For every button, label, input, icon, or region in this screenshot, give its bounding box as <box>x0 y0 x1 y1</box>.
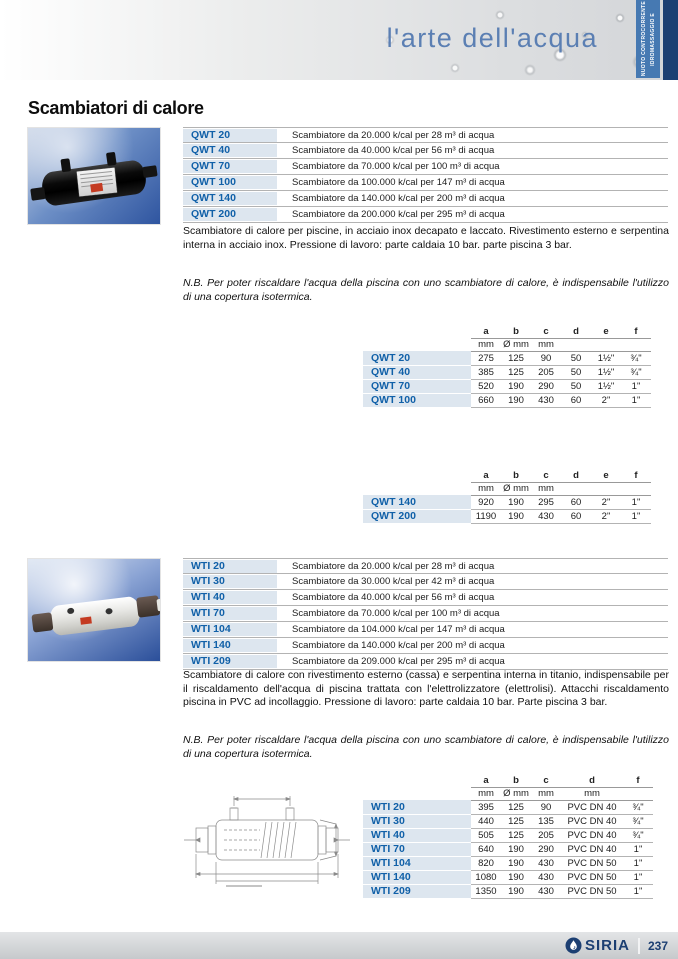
dim-col-header: b <box>501 325 531 338</box>
dim-row <box>363 870 653 884</box>
qwt-note: N.B. Per poter riscaldare l'acqua della piscina con uno scambiatore di calore, è indispensabile l'utilizzo di una copertura isotermica. <box>183 277 669 303</box>
dim-value: PVC DN 40 <box>561 800 623 814</box>
dim-value: 430 <box>531 870 561 884</box>
dim-value: 190 <box>501 495 531 509</box>
model-name: WTI 209 <box>363 884 471 898</box>
dim-value: ¾" <box>623 800 653 814</box>
side-tab-line2: NUOTO CONTROCORRENTE <box>640 1 647 77</box>
dim-value: 125 <box>501 800 531 814</box>
dim-value: 135 <box>531 814 561 828</box>
dim-value: 1" <box>623 884 653 898</box>
dim-row <box>363 828 653 842</box>
dim-row <box>363 393 651 407</box>
dim-unit: mm <box>531 482 561 495</box>
model-description: Scambiatore da 104.000 k/cal per 147 m³ di acqua <box>292 624 505 635</box>
dim-value: 1" <box>621 379 651 393</box>
model-description: Scambiatore da 100.000 k/cal per 147 m³ di acqua <box>292 177 505 188</box>
dim-unit: mm <box>471 482 501 495</box>
dim-value: 1080 <box>471 870 501 884</box>
model-description: Scambiatore da 20.000 k/cal per 28 m³ di acqua <box>292 560 495 572</box>
dim-value: 190 <box>501 870 531 884</box>
dim-col-header: b <box>501 469 531 482</box>
model-description: Scambiatore da 20.000 k/cal per 28 m³ di acqua <box>292 129 495 141</box>
page-title: Scambiatori di calore <box>28 98 204 118</box>
dim-value: ¾" <box>621 365 651 379</box>
model-name: WTI 20 <box>183 560 277 573</box>
dim-row <box>363 842 653 856</box>
side-tab-line1: IDROMASSAGGIO E <box>649 12 656 66</box>
dim-row <box>363 800 653 814</box>
model-name: WTI 20 <box>363 800 471 814</box>
model-name: QWT 40 <box>183 144 277 157</box>
dim-value: PVC DN 40 <box>561 828 623 842</box>
dim-row <box>363 379 651 393</box>
dim-value: ¾" <box>623 828 653 842</box>
dim-col-header: a <box>471 325 501 338</box>
dim-value: 1" <box>623 856 653 870</box>
dim-row <box>363 365 651 379</box>
dim-value: 60 <box>561 495 591 509</box>
model-name: WTI 70 <box>363 842 471 856</box>
model-name: WTI 30 <box>363 814 471 828</box>
dim-value: 1" <box>621 509 651 523</box>
dim-col-header: f <box>623 774 653 787</box>
dim-value: 90 <box>531 351 561 365</box>
spec-row <box>183 127 668 143</box>
dim-unit: mm <box>531 338 561 351</box>
dim-value: 60 <box>561 509 591 523</box>
footer-separator <box>638 938 640 954</box>
dim-col-header: d <box>561 325 591 338</box>
dim-value: 125 <box>501 351 531 365</box>
model-description: Scambiatore da 140.000 k/cal per 200 m³ di acqua <box>292 640 505 651</box>
dim-unit: Ø mm <box>501 482 531 495</box>
model-description: Scambiatore da 40.000 k/cal per 56 m³ di acqua <box>292 145 495 156</box>
dim-value: 50 <box>561 351 591 365</box>
model-name: QWT 40 <box>363 365 471 379</box>
spec-row <box>183 574 668 590</box>
wti-product-photo <box>27 558 161 662</box>
edge-strip <box>663 0 678 80</box>
dim-value: 2" <box>591 509 621 523</box>
dim-col-header: b <box>501 774 531 787</box>
dim-unit: Ø mm <box>501 787 531 800</box>
model-name: WTI 30 <box>183 575 277 588</box>
dim-value: 660 <box>471 393 501 407</box>
dim-value: 60 <box>561 393 591 407</box>
model-name: QWT 200 <box>363 509 471 523</box>
dim-value: 50 <box>561 365 591 379</box>
dim-value: 125 <box>501 365 531 379</box>
dim-value: 125 <box>501 814 531 828</box>
dim-col-header: c <box>531 774 561 787</box>
wti-dimension-table <box>363 774 653 899</box>
dim-row <box>363 351 651 365</box>
dim-value: PVC DN 40 <box>561 842 623 856</box>
qwt-product-photo <box>27 127 161 225</box>
model-name: WTI 40 <box>183 591 277 604</box>
dim-row <box>363 884 653 898</box>
dim-value: ¾" <box>621 351 651 365</box>
dim-value: 190 <box>501 856 531 870</box>
model-name: QWT 20 <box>183 129 277 142</box>
dim-value: 505 <box>471 828 501 842</box>
dim-value: 290 <box>531 842 561 856</box>
dim-value: 920 <box>471 495 501 509</box>
model-name: QWT 70 <box>363 379 471 393</box>
dim-value: 1½" <box>591 365 621 379</box>
dim-value: 1" <box>623 842 653 856</box>
dim-col-header: f <box>621 469 651 482</box>
dim-col-header: a <box>471 774 501 787</box>
dim-col-header: d <box>561 469 591 482</box>
spec-row <box>183 143 668 159</box>
brand-name: SIRIA <box>584 937 630 954</box>
page-footer <box>0 931 678 959</box>
model-name: QWT 100 <box>183 176 277 189</box>
model-name: QWT 70 <box>183 160 277 173</box>
heat-exchanger-image <box>40 159 148 207</box>
dim-row <box>363 495 651 509</box>
spec-row <box>183 654 668 670</box>
model-name: WTI 209 <box>183 655 277 668</box>
brand-tagline: l'arte dell'acqua <box>386 23 598 53</box>
dim-value: 440 <box>471 814 501 828</box>
dim-value: PVC DN 40 <box>561 814 623 828</box>
dim-value: 1½" <box>591 379 621 393</box>
spec-row <box>183 191 668 207</box>
dim-value: 430 <box>531 884 561 898</box>
spec-row <box>183 638 668 654</box>
dim-unit: Ø mm <box>501 338 531 351</box>
dim-value: 50 <box>561 379 591 393</box>
model-name: WTI 140 <box>363 870 471 884</box>
wti-description: Scambiatore di calore con rivestimento esterno (cassa) e serpentina interna in titanio, indispensabile per il riscaldamento dell'acqua di piscina trattata con l'elettrolizzatore (elettrolisi). Attacchi riscaldamento piscina in PVC ad incollaggio. Pressione di lavoro: parte caldaia 10 bar. Parte piscina 3 bar. <box>183 669 669 708</box>
model-name: WTI 70 <box>183 607 277 620</box>
dim-value: 295 <box>531 495 561 509</box>
dim-col-header: e <box>591 325 621 338</box>
dim-value: 1350 <box>471 884 501 898</box>
dim-col-header: c <box>531 325 561 338</box>
heat-exchanger-image <box>49 596 142 637</box>
dim-row <box>363 509 651 523</box>
dim-value: 430 <box>531 509 561 523</box>
technical-drawing <box>174 782 360 900</box>
qwt-dimension-table-2 <box>363 469 651 524</box>
model-name: QWT 200 <box>183 208 277 221</box>
dim-col-header: e <box>591 469 621 482</box>
spec-row <box>183 159 668 175</box>
spec-row <box>183 622 668 638</box>
dim-value: 190 <box>501 393 531 407</box>
dim-value: 520 <box>471 379 501 393</box>
dim-value: 1" <box>621 393 651 407</box>
dim-value: 395 <box>471 800 501 814</box>
dim-unit <box>591 482 621 495</box>
dim-value: 125 <box>501 828 531 842</box>
spec-row <box>183 558 668 574</box>
dim-unit <box>621 338 651 351</box>
dim-value: PVC DN 50 <box>561 870 623 884</box>
dim-value: 205 <box>531 365 561 379</box>
section-side-tab <box>636 0 660 78</box>
dim-value: PVC DN 50 <box>561 884 623 898</box>
dim-value: 1" <box>621 495 651 509</box>
dim-col-header: d <box>561 774 623 787</box>
model-description: Scambiatore da 70.000 k/cal per 100 m³ di acqua <box>292 161 500 172</box>
dim-unit: mm <box>531 787 561 800</box>
dim-unit <box>561 338 591 351</box>
brand-logo <box>565 937 630 954</box>
model-description: Scambiatore da 70.000 k/cal per 100 m³ di acqua <box>292 608 500 619</box>
dim-value: 275 <box>471 351 501 365</box>
page-number: 237 <box>647 938 668 953</box>
model-name: QWT 100 <box>363 393 471 407</box>
dim-unit: mm <box>471 787 501 800</box>
dim-value: 1½" <box>591 351 621 365</box>
dim-col-header: c <box>531 469 561 482</box>
dim-value: 1190 <box>471 509 501 523</box>
dim-value: 385 <box>471 365 501 379</box>
water-drop-icon <box>565 937 582 954</box>
dim-unit: mm <box>471 338 501 351</box>
dim-value: 90 <box>531 800 561 814</box>
model-name: QWT 20 <box>363 351 471 365</box>
dim-value: 430 <box>531 856 561 870</box>
spec-row <box>183 207 668 223</box>
model-name: WTI 140 <box>183 639 277 652</box>
dim-col-header: a <box>471 469 501 482</box>
page-header <box>0 0 678 80</box>
spec-row <box>183 175 668 191</box>
dim-row <box>363 814 653 828</box>
dim-value: 2" <box>591 495 621 509</box>
dim-value: 2" <box>591 393 621 407</box>
model-name: WTI 40 <box>363 828 471 842</box>
dim-unit <box>621 482 651 495</box>
dim-unit: mm <box>561 787 623 800</box>
model-description: Scambiatore da 209.000 k/cal per 295 m³ di acqua <box>292 656 505 667</box>
dim-value: 820 <box>471 856 501 870</box>
wti-spec-table <box>183 558 668 670</box>
dim-value: 190 <box>501 884 531 898</box>
dim-col-header: f <box>621 325 651 338</box>
dim-value: 290 <box>531 379 561 393</box>
dim-value: ¾" <box>623 814 653 828</box>
dim-value: 190 <box>501 509 531 523</box>
spec-row <box>183 606 668 622</box>
qwt-spec-table <box>183 127 668 223</box>
dim-value: 430 <box>531 393 561 407</box>
dim-value: 640 <box>471 842 501 856</box>
dim-value: 190 <box>501 379 531 393</box>
qwt-description: Scambiatore di calore per piscine, in acciaio inox decapato e laccato. Rivestimento esterno e serpentina interna in acciaio inox. Pressione di lavoro: parte caldaia 10 bar. parte piscina 3 bar. <box>183 225 669 251</box>
model-name: WTI 104 <box>363 856 471 870</box>
model-description: Scambiatore da 200.000 k/cal per 295 m³ di acqua <box>292 209 505 220</box>
model-description: Scambiatore da 30.000 k/cal per 42 m³ di acqua <box>292 576 495 587</box>
model-description: Scambiatore da 40.000 k/cal per 56 m³ di acqua <box>292 592 495 603</box>
dim-value: 1" <box>623 870 653 884</box>
model-name: QWT 140 <box>183 192 277 205</box>
wti-note: N.B. Per poter riscaldare l'acqua della piscina con uno scambiatore di calore, è indispensabile l'utilizzo di una copertura isotermica. <box>183 734 669 760</box>
model-name: QWT 140 <box>363 495 471 509</box>
dim-value: 205 <box>531 828 561 842</box>
dim-unit <box>561 482 591 495</box>
dim-unit <box>591 338 621 351</box>
dim-value: 190 <box>501 842 531 856</box>
spec-row <box>183 590 668 606</box>
dim-unit <box>623 787 653 800</box>
model-name: WTI 104 <box>183 623 277 636</box>
dim-row <box>363 856 653 870</box>
qwt-dimension-table-1 <box>363 325 651 408</box>
model-description: Scambiatore da 140.000 k/cal per 200 m³ di acqua <box>292 193 505 204</box>
dim-value: PVC DN 50 <box>561 856 623 870</box>
